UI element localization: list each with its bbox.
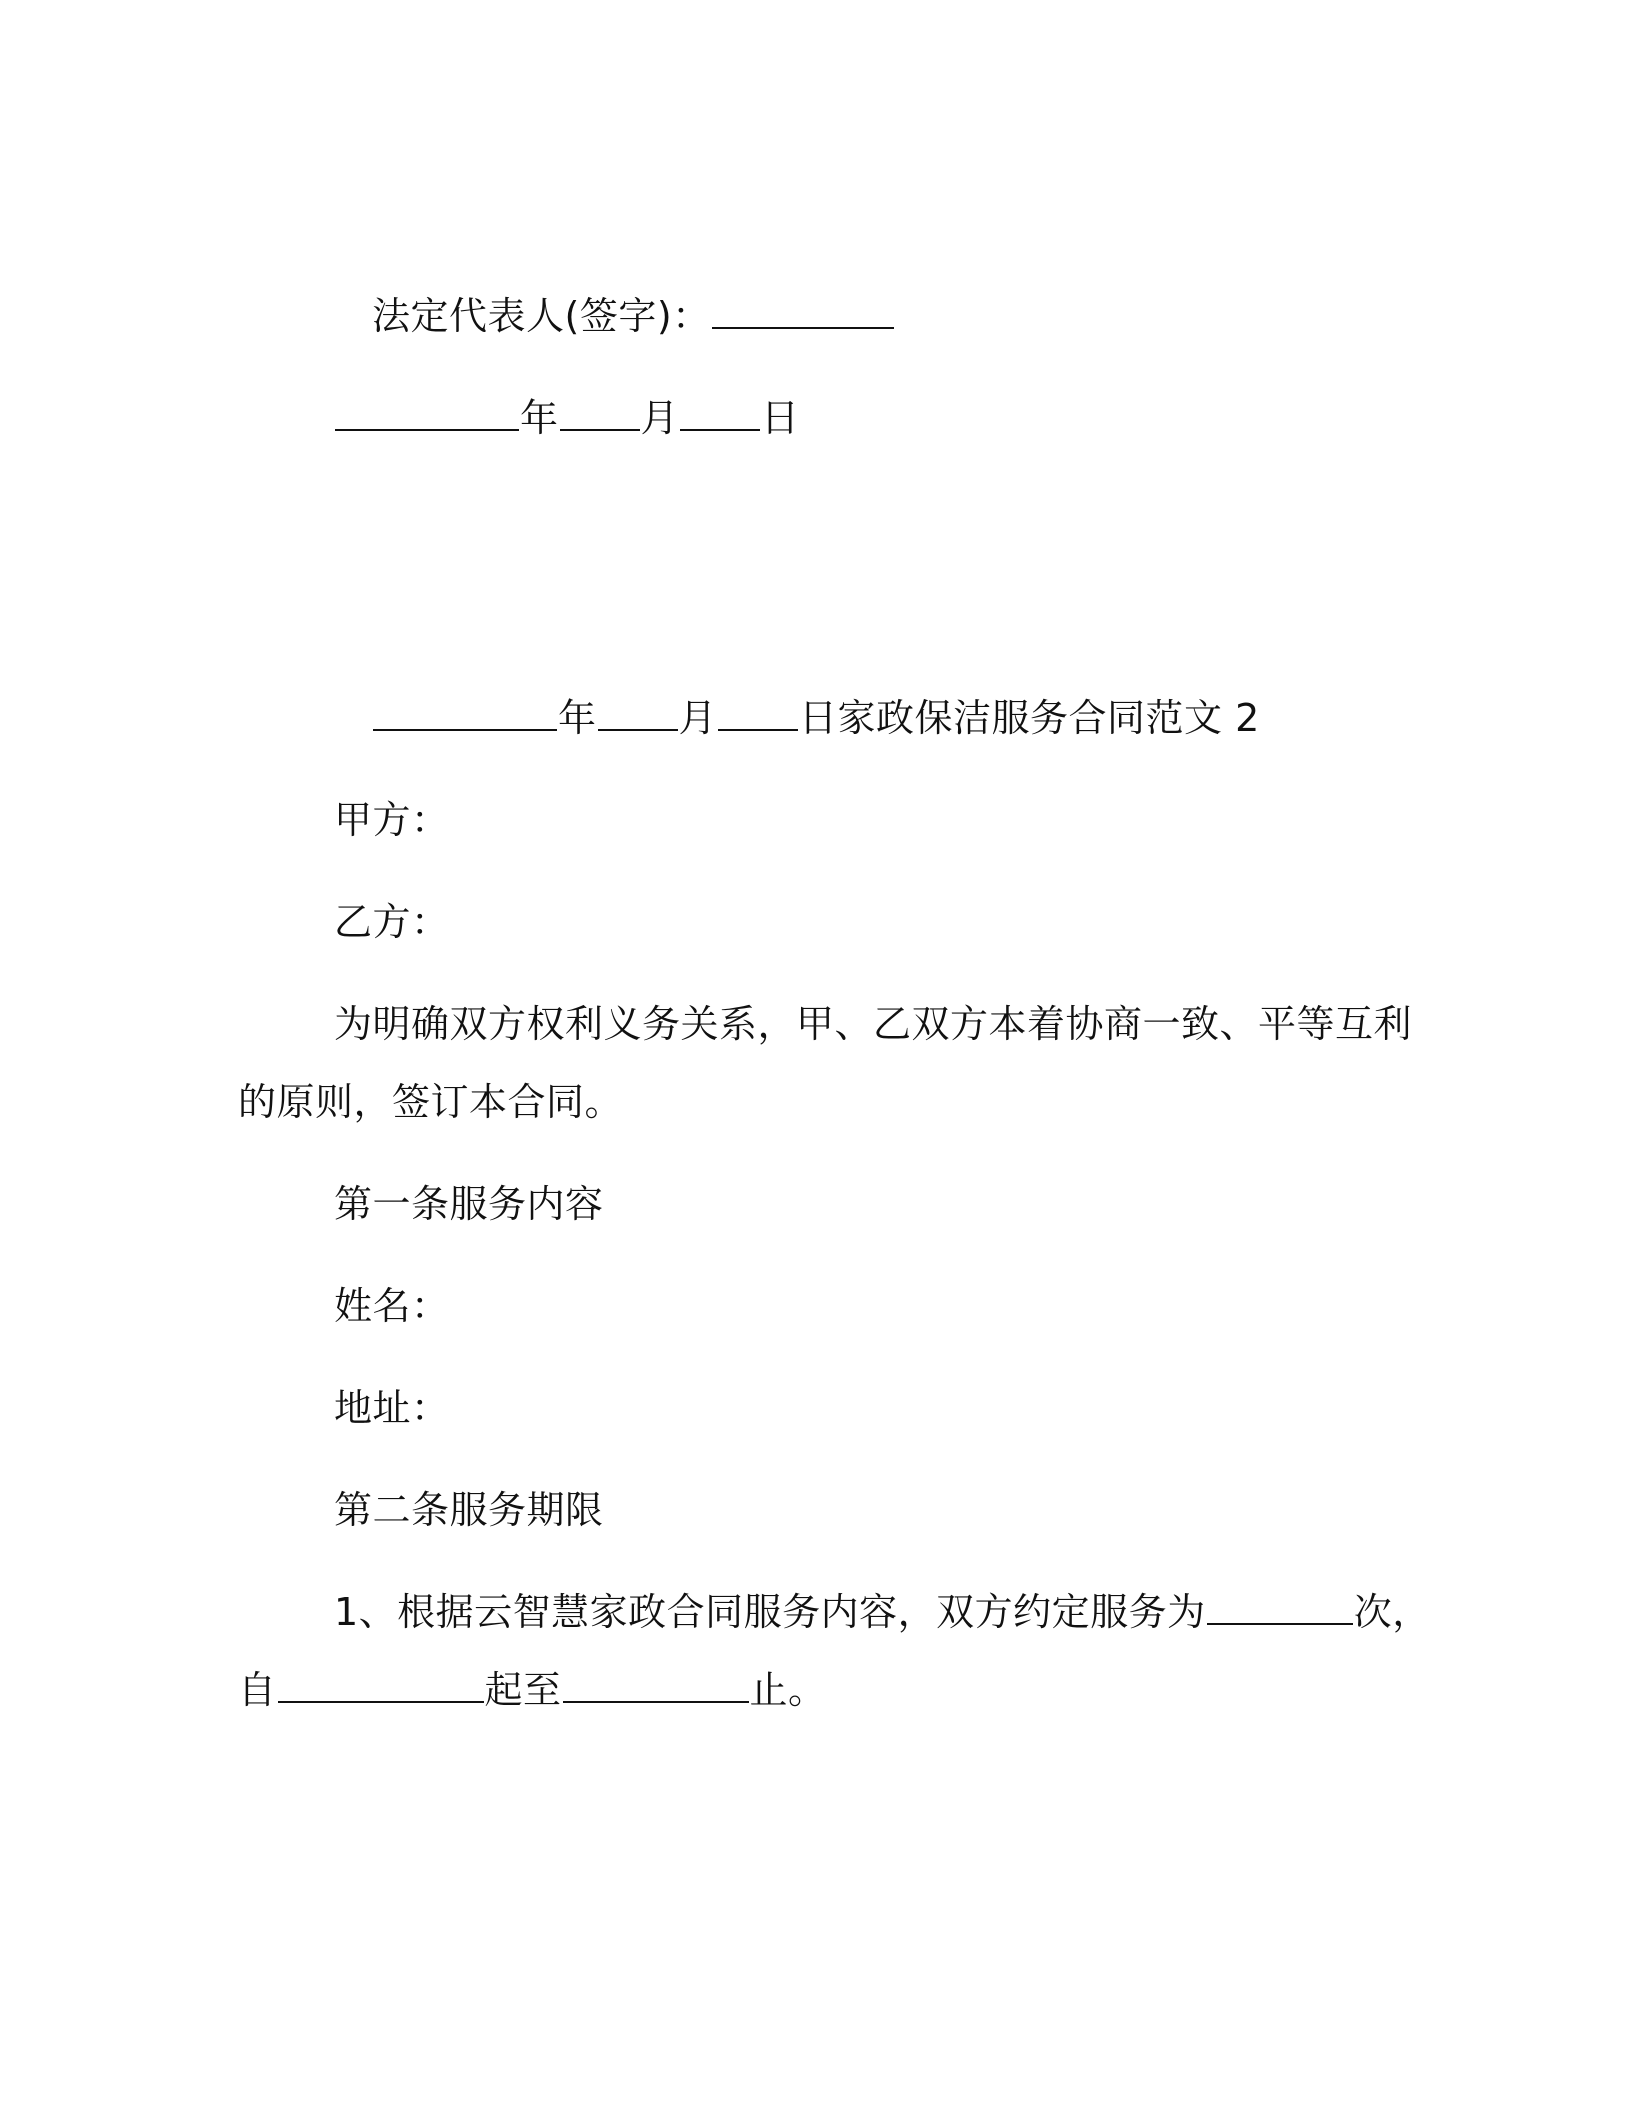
title-text: 日家政保洁服务合同范文 2 [799,696,1260,740]
address-label: 地址： [334,1386,450,1430]
signature-month-blank [560,395,640,431]
title-month-label: 月 [678,696,718,740]
title-year-label: 年 [558,696,597,740]
title-day-blank [718,695,798,731]
start-date-blank [278,1667,484,1703]
intro-line-1: 为明确双方权利义务关系，甲、乙双方本着协商一致、平等互利 [334,1002,1413,1046]
clause-1-line-1 [334,1588,1431,1636]
end-date-blank [563,1667,749,1703]
clause-1-suffix: 次， [1353,1590,1431,1634]
article-2-heading: 第二条服务期限 [334,1488,604,1532]
clause-1-prefix: 1、根据云智慧家政合同服务内容，双方约定服务为 [334,1590,1206,1634]
title-year-blank [373,695,557,731]
clause-1-from-label: 自 [238,1668,277,1712]
legal-rep-line [372,292,895,340]
signature-year-blank [335,395,519,431]
signature-date-line [334,394,800,442]
signature-day-blank [680,395,760,431]
intro-line-2: 的原则，签订本合同。 [238,1080,624,1124]
service-count-blank [1207,1589,1353,1625]
title-month-blank [598,695,678,731]
article-1-heading: 第一条服务内容 [334,1182,604,1226]
clause-1-line-2 [238,1666,827,1714]
name-label: 姓名： [334,1284,450,1328]
signature-year-label: 年 [520,396,559,440]
signature-day-label: 日 [761,396,800,440]
party-a-label: 甲方： [334,798,450,842]
clause-1-to-label: 起至 [484,1668,562,1712]
legal-rep-signature-blank [712,293,894,329]
signature-month-label: 月 [640,396,680,440]
clause-1-end-label: 止。 [749,1668,827,1712]
contract-title [372,694,1260,742]
legal-rep-label: 法定代表人(签字)： [372,294,711,338]
party-b-label: 乙方： [334,900,450,944]
